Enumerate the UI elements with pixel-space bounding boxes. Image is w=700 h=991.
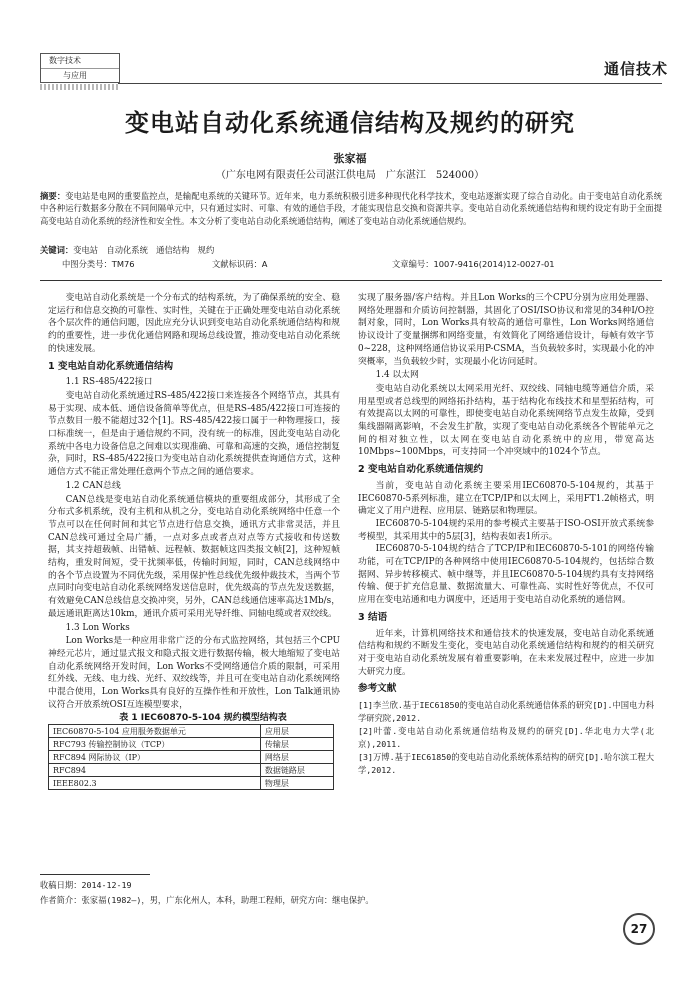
journal-logo-line2: 与应用 xyxy=(41,68,119,81)
section-label: 通信技术 xyxy=(603,60,668,78)
table-row xyxy=(49,751,334,764)
heading-1-1: 1.1 RS-485/422接口 xyxy=(65,377,153,388)
paragraph-1-3: Lon Works是一种应用非常广泛的分布式监控网络，其包括三个CPU神经元芯片，通过显式报文和隐式报文进行数据传输，极大地缩短了变电站自动化系统网络开发时间，Lon Works不受网络通信介质的限制，可采用红外线、无线、电力线、光纤、双绞线等，并且可在变电站自动化系统网络中混合使用，Lon Works具有良好的互操作性和开放性，Lon Talk通讯协议符合开放系统OSI互连模型要求， xyxy=(48,636,340,710)
keywords xyxy=(40,244,662,256)
abstract xyxy=(40,190,662,227)
footnote-rule xyxy=(40,874,150,875)
protocol-model-table xyxy=(48,724,334,790)
decorative-dots xyxy=(40,84,118,90)
reference-item: [2]叶蕾.变电站自动化系统通信结构及规约的研究[D].华北电力大学(北京),2011. xyxy=(358,726,654,750)
article-number: 文章编号：1007-9416(2014)12-0027-01 xyxy=(392,259,555,269)
paragraph-3: 近年来，计算机网络技术和通信技术的快速发展，变电站自动化系统通信结构和规约不断发生变化，变电站自动化系统通信结构和规约的相关研究对于变电站自动化系统发展有着重要影响，在未来发展过程中，应进一步加大研究力度。 xyxy=(358,628,654,677)
journal-logo xyxy=(40,53,120,83)
table-cell: 传输层 xyxy=(260,738,333,751)
table-cell: RFC894 xyxy=(49,764,261,777)
journal-logo-line1: 数字技术 xyxy=(49,56,81,65)
heading-1-2: 1.2 CAN总线 xyxy=(65,480,121,491)
clc-number: 中图分类号：TM76 xyxy=(62,259,135,269)
paragraph-2b: IEC60870-5-104规约采用的参考模式主要基于ISO-OSI开放式系统参考模型，其采用其中的5层[3]，结构表如表1所示。 xyxy=(358,518,654,542)
paragraph-continued: 实现了服务器/客户结构。并且Lon Works的三个CPU分别为应用处理器、网络处理器和介质访问控制器，其固化了OSI/ISO协议和常见的34种I/O控制对象，同时，Lon Works具有较高的通信可靠性，Lon Works网络通信协议设计了变量捆绑和网络变量，有效简化了网络通信设计，每帧有效字节0~228，这种网络通信协议采用P-CSMA，当负载较多时，实现最小化的冲突概率，当负载较少时，实现最小化访问延时。 xyxy=(358,293,654,367)
table-caption: 表 1 IEC60870-5-104 规约模型结构表 xyxy=(119,712,287,723)
right-column xyxy=(358,292,654,777)
paragraph-1-4: 变电站自动化系统以太网采用光纤、双绞线、同轴电缆等通信介质，采用星型或者总线型的网络拓扑结构，基于结构化布线技术和星型拓结构，可有效提高以太网的可靠性，即使变电站自动化系统网络节点发生故障，受到集线器隔离影响，不会发生扩散，实现了变电站自动化系统各个智能单元之间的相对独立性，以太网在变电站自动化系统中的应用，带宽高达10Mbps~100Mbps，可支持同一个冲突域中的1024个节点。 xyxy=(358,383,654,458)
heading-2: 2 变电站自动化系统通信规约 xyxy=(358,464,484,476)
table-cell: IEC60870-5-104 应用服务数据单元 xyxy=(49,725,261,738)
keywords-text: 变电站 自动化系统 通信结构 规约 xyxy=(73,245,215,255)
table-row xyxy=(49,725,334,738)
left-column xyxy=(48,292,340,790)
intro-paragraph: 变电站自动化系统是一个分布式的结构系统，为了确保系统的安全、稳定运行和信息交换的可靠性、实时性，关键在于正确处理变电站自动化系统各个层次件的通信问题，因此应充分认识到变电站自动化系统通信结构和规约的重要性，进一步优化通信网路和现场总线设置，推动变电站自动化系统的快速发展。 xyxy=(48,293,340,354)
table-row xyxy=(49,738,334,751)
affiliation: （广东电网有限责任公司湛江供电局 广东湛江 524000） xyxy=(215,170,485,181)
header-rule xyxy=(118,83,662,84)
abstract-text: 变电站是电网的重要监控点，是输配电系统的关键环节。近年来，电力系统积极引进多种现代化科学技术，变电站逐渐实现了综合自动化。由于变电站自动化系统中各种运行数据多分散在不同间隔单元中，只有通过实时、可靠、有效的通信手段，才能实现信息交换和资源共享。变电站自动化系统通信结构和规约设定有助于全面提高变电站自动化系统的经济性和安全性。本文分析了变电站自动化系统通信结构，阐述了变电站自动化系统通信规约。 xyxy=(40,191,662,226)
abstract-label: 摘要： xyxy=(40,191,66,201)
page-number-badge xyxy=(623,913,655,945)
page-number: 27 xyxy=(630,922,648,936)
heading-1-4: 1.4 以太网 xyxy=(375,370,419,381)
paragraph-2a: 当前，变电站自动化系统主要采用IEC60870-5-104规约，其基于IEC60870-5系列标准，建立在TCP/IP和以太网上，采用FT1.2帧格式，明确定义了用户进程、应用层、链路层和物理层。 xyxy=(358,480,654,517)
table-cell: RFC793 传输控制协议（TCP） xyxy=(49,738,261,751)
table-cell: 物理层 xyxy=(260,777,333,790)
reference-item: [3]万博.基于IEC61850的变电站自动化系统体系结构的研究[D].哈尔滨工程大学,2012. xyxy=(358,752,654,776)
paragraph-2c: IEC60870-5-104规约结合了TCP/IP和IEC60870-5-101的网络传输功能，可在TCP/IP的各种网络中使用IEC60870-5-104规约，包括综合数据网、异步转移模式、帧中继等，并且IEC60870-5-104规约具有支持网络传输、便于扩充信息量、数据流量大、可靠性高、实时性好等优点，不仅可应用在变电站通和电力调度中，还适用于变电站自动化系统的通信网。 xyxy=(358,544,654,606)
references-title: 参考文献 xyxy=(358,683,397,695)
references-list xyxy=(358,699,654,777)
table-cell: 应用层 xyxy=(260,725,333,738)
document-code: 文献标识码：A xyxy=(212,259,268,269)
heading-3: 3 结语 xyxy=(358,611,388,623)
author: 张家福 xyxy=(333,152,367,165)
heading-1-3: 1.3 Lon Works xyxy=(65,622,130,633)
abstract-rule xyxy=(40,280,662,281)
reference-item: [1]李兰欣.基于IEC61850的变电站自动化系统通信体系的研究[D].中国电力科学研究院,2012. xyxy=(358,700,654,724)
table-row xyxy=(49,764,334,777)
author-bio: 作者简介：张家福(1982—)，男，广东化州人，本科，助理工程师，研究方向：继电保护。 xyxy=(40,895,374,905)
paragraph-1-1: 变电站自动化系统通过RS-485/422接口来连接各个网络节点，其具有易于实现、成本低、通信设备简单等优点，但是RS-485/422接口可连接的节点数目一般不能超过32个[1]。RS-485/422接口属于一种物理接口，接口标准统一，但是由于通信规约不同，没有统一的标准，因此变电站自动化系统中各电力设备信息之间难以实现准确、可靠和高速的交换，通信控制复杂，同时，RS-485/422接口为变电站自动化系统提供查询通信方式，这种通信方式不能正常处理任意两个节点之间的通信要求。 xyxy=(48,390,340,478)
table-row xyxy=(49,777,334,790)
table-cell: IEEE802.3 xyxy=(49,777,261,790)
paragraph-1-2: CAN总线是变电站自动化系统通信模块的重要组成部分，其形成了全分布式多机系统，没有主机和从机之分，变电站自动化系统网络中任意一个节点可以在任何时间和其它节点进行信息交换，通讯方式非常灵活，并且CAN总线可通过全局广播，一点对多点或者点对点等方式接收和传送数据，其支持超载帧、出错帧、远程帧、数据帧这四类报文帧[2]，这种短帧结构，重发时间短，受干扰频率低，传输时间短，同时，CAN总线网络中的各个节点设置为不同优先级，采用保护性总线优先级仲裁技术，当两个节点同时向变电站自动化系统网络发送信息时，优先级高的节点先发送数据，有效避免CAN总线信息交换冲突，另外，CAN总线通信速率高达1Mb/s，最远通讯距离达10km，通讯介质可采用光导纤维、同轴电缆或者双绞线。 xyxy=(48,494,340,619)
table-cell: 网络层 xyxy=(260,751,333,764)
table-cell: RFC894 网际协议（IP） xyxy=(49,751,261,764)
paper-title: 变电站自动化系统通信结构及规约的研究 xyxy=(125,108,575,137)
keywords-label: 关键词： xyxy=(40,245,74,255)
heading-1: 1 变电站自动化系统通信结构 xyxy=(48,360,174,372)
received-date: 收稿日期：2014-12-19 xyxy=(40,880,132,890)
table-cell: 数据链路层 xyxy=(260,764,333,777)
